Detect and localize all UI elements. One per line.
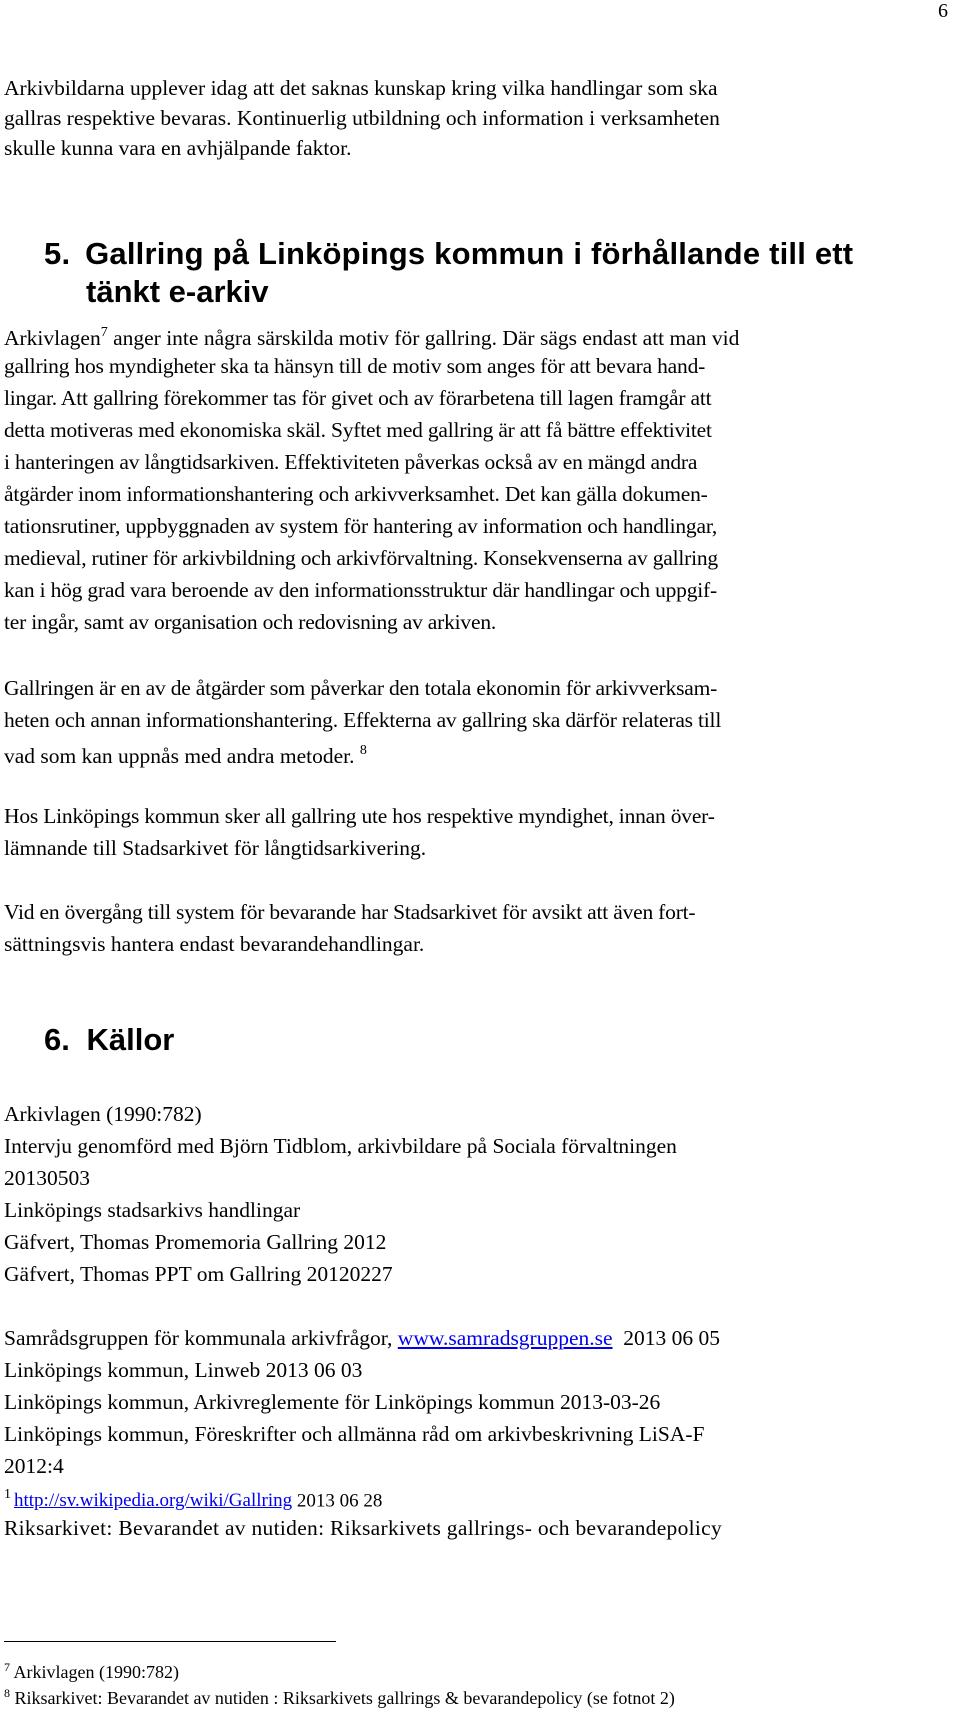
paragraph-line: ter ingår, samt av organisation och redovisning av arkiven. xyxy=(4,610,497,634)
paragraph-line: Hos Linköpings kommun sker all gallring ute hos respektive myndighet, innan över- xyxy=(4,804,715,828)
text-fragment: 2013 06 28 xyxy=(292,1490,383,1512)
paragraph-line xyxy=(4,736,367,772)
section-6-title: Källor xyxy=(86,1022,175,1057)
paragraph-line: kan i hög grad vara beroende av den informationsstruktur där handlingar och uppgif- xyxy=(4,578,717,602)
paragraph-line: i hanteringen av långtidsarkiven. Effektiviteten påverkas också av en mängd andra xyxy=(4,450,698,474)
source-item: Gäfvert, Thomas Promemoria Gallring 2012 xyxy=(4,1230,387,1254)
footnote-number: 8 xyxy=(4,1686,10,1700)
samradsgruppen-link[interactable]: www.samradsgruppen.se xyxy=(397,1326,613,1350)
paragraph-line: gallring hos myndigheter ska ta hänsyn till de motiv som anges för att bevara hand- xyxy=(4,354,706,378)
section-5-number: 5. xyxy=(44,236,71,271)
text-fragment: vad som kan uppnås med andra metoder. xyxy=(4,744,360,769)
intro-line: Arkivbildarna upplever idag att det saknas kunskap kring vilka handlingar som ska xyxy=(4,76,718,100)
source-item: Linköpings kommun, Arkivreglemente för Linköpings kommun 2013-03-26 xyxy=(4,1390,661,1414)
section-5-heading xyxy=(44,236,853,272)
intro-line: gallras respektive bevaras. Kontinuerlig utbildning och information i verksamheten xyxy=(4,106,720,130)
section-6-heading xyxy=(44,1022,174,1058)
source-item xyxy=(4,1322,720,1354)
source-item: Linköpings kommun, Linweb 2013 06 03 xyxy=(4,1358,363,1382)
footnote-number: 7 xyxy=(4,1660,10,1674)
paragraph-line: medieval, rutiner för arkivbildning och arkivförvaltning. Konsekvenserna av gallring xyxy=(4,546,718,570)
text-fragment: Samrådsgruppen för kommunala arkivfrågor, xyxy=(4,1326,398,1350)
source-item: 2012:4 xyxy=(4,1454,64,1478)
paragraph-line: lingar. Att gallring förekommer tas för givet och av förarbetena till lagen framgår att xyxy=(4,386,712,410)
source-item: Gäfvert, Thomas PPT om Gallring 20120227 xyxy=(4,1262,393,1286)
page-number: 6 xyxy=(938,0,948,22)
source-item: Intervju genomförd med Björn Tidblom, arkivbildare på Sociala förvaltningen xyxy=(4,1134,677,1158)
paragraph-line: lämnande till Stadsarkivet för långtidsarkivering. xyxy=(4,836,427,860)
footnote-ref[interactable]: 7 xyxy=(100,325,108,340)
source-item: Arkivlagen (1990:782) xyxy=(4,1102,202,1126)
footnote-text: Arkivlagen (1990:782) xyxy=(10,1662,179,1682)
source-item: Riksarkivet: Bevarandet av nutiden: Riksarkivets gallrings- och bevarandepolicy xyxy=(4,1516,723,1540)
paragraph-line: sättningsvis hantera endast bevarandehandlingar. xyxy=(4,932,425,956)
paragraph-line: heten och annan informationshantering. Effekterna av gallring ska därför relateras till xyxy=(4,708,722,732)
wikipedia-link[interactable]: http://sv.wikipedia.org/wiki/Gallring xyxy=(14,1490,293,1512)
paragraph-line: tationsrutiner, uppbyggnaden av system för hantering av information och handlingar, xyxy=(4,514,718,538)
footnote-ref: 1 xyxy=(4,1487,11,1502)
section-5-title-continued: tänkt e-arkiv xyxy=(86,274,269,309)
intro-line: skulle kunna vara en avhjälpande faktor. xyxy=(4,136,352,160)
paragraph-line xyxy=(4,318,739,354)
footnote-separator xyxy=(4,1641,336,1642)
source-item: Linköpings kommun, Föreskrifter och allmänna råd om arkivbeskrivning LiSA-F xyxy=(4,1422,705,1446)
paragraph-line: Gallringen är en av de åtgärder som påverkar den totala ekonomin för arkivverksam- xyxy=(4,676,718,700)
paragraph-line: Vid en övergång till system för bevarande har Stadsarkivet för avsikt att även fort- xyxy=(4,900,696,924)
footnote-text: Riksarkivet: Bevarandet av nutiden : Riksarkivets gallrings & bevarandepolicy (se fotnot 2) xyxy=(10,1688,675,1708)
footnote-ref[interactable]: 8 xyxy=(359,743,367,758)
paragraph-line: detta motiveras med ekonomiska skäl. Syftet med gallring är att få bättre effektivitet xyxy=(4,418,712,442)
text-fragment: anger inte några särskilda motiv för gallring. Där sägs endast att man vid xyxy=(107,326,740,351)
text-fragment: Arkivlagen xyxy=(4,326,101,351)
source-item: 20130503 xyxy=(4,1166,90,1190)
section-5-title: Gallring på Linköpings kommun i förhållande till ett xyxy=(85,236,854,271)
paragraph-line: åtgärder inom informationshantering och arkivverksamhet. Det kan gälla dokumen- xyxy=(4,482,708,506)
source-item: Linköpings stadsarkivs handlingar xyxy=(4,1198,301,1222)
footnote xyxy=(4,1680,675,1711)
text-fragment: 2013 06 05 xyxy=(612,1326,721,1350)
section-6-number: 6. xyxy=(44,1022,70,1057)
